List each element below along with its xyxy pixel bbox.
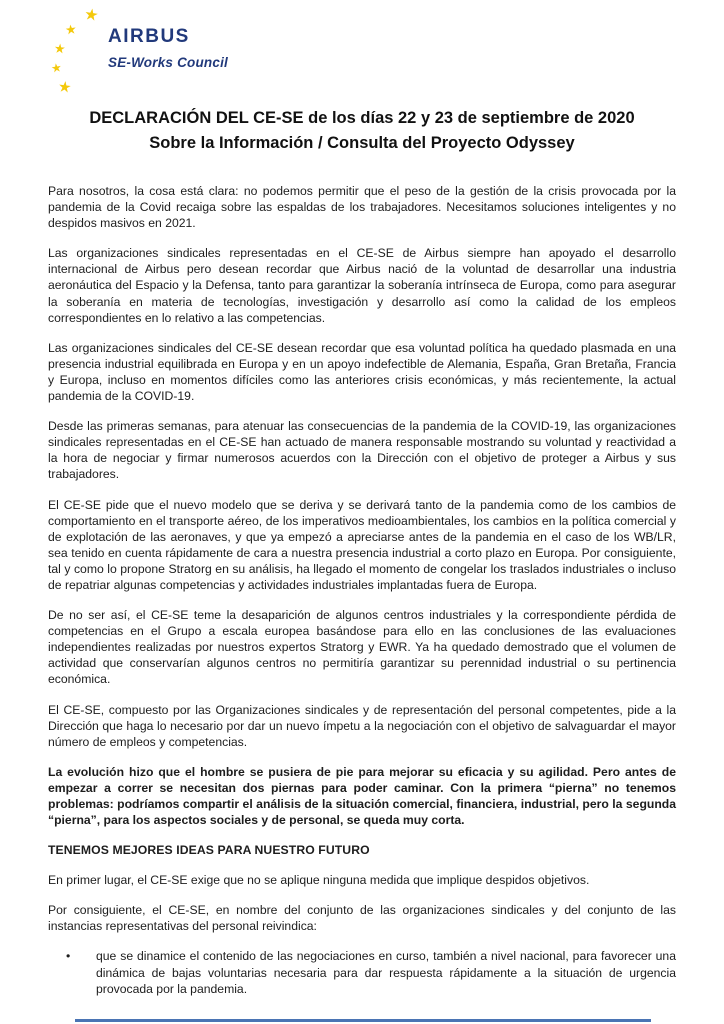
star-icon: ★ [49, 60, 63, 76]
paragraph: Las organizaciones sindicales del CE-SE desean recordar que esa voluntad política ha quedado plasmada en una presencia industrial equilibrada en Europa y en un apoyo indefectible de Alemania, España, Gran Bretaña, Francia y Europa, incluso en momentos difíciles como las anteriores crisis económicas, y más recientemente, la actual pandemia de la COVID-19. [48, 340, 676, 404]
paragraph: Por consiguiente, el CE-SE, en nombre del conjunto de las organizaciones sindicales y del conjunto de las instancias representativas del personal reivindica: [48, 903, 676, 934]
star-icon: ★ [82, 5, 100, 26]
document-body [48, 183, 676, 997]
footer-rule [75, 1019, 651, 1022]
page-title [48, 106, 676, 156]
emphasis-paragraph: La evolución hizo que el hombre se pusiera de pie para mejorar su eficacia y su agilidad. Pero antes de empezar a correr se necesitan dos piernas para poder caminar. Con la primera “pierna” no tenemos problemas: podríamos compartir el análisis de la situación comercial, financiera, industrial, pero la segunda “pierna”, para los aspectos sociales y de personal, se queda muy corta. [48, 764, 676, 828]
title-line-2: Sobre la Información / Consulta del Proyecto Odyssey [149, 134, 575, 152]
paragraph: El CE-SE pide que el nuevo modelo que se deriva y se derivará tanto de la pandemia como de los cambios de comportamiento en el transporte aéreo, de los imperativos medioambientales, los cambios en la política comercial y de explotación de las aeronaves, y que ya empezó a apreciarse antes de la pandemia en el caso de los WB/LR, sea tenido en cuenta rápidamente de cara a nuestra presencia industrial a corto plazo en Europa. Por consiguiente, tal y como lo propone Stratorg en su análisis, ha llegado el momento de congelar los traslados industriales o incluso de repatriar algunas competencias y actividades industriales implantadas fuera de Europa. [48, 497, 676, 592]
logo-text [108, 26, 228, 70]
bullet-icon: • [66, 949, 71, 964]
paragraph: De no ser así, el CE-SE teme la desaparición de algunos centros industriales y la correspondiente pérdida de competencias en el Grupo a escala europea basándose para ello en las conclusiones de las evaluaciones independientes realizadas por nuestros expertos Stratorg y EWR. Ya ha quedado demostrado que el volumen de actividad que conservarían algunos centros no permitiría garantizar su perennidad industrial o su pertinencia económica. [48, 608, 676, 687]
list-item [48, 948, 676, 996]
paragraph: Las organizaciones sindicales representadas en el CE-SE de Airbus siempre han apoyado el desarrollo internacional de Airbus pero desean recordar que Airbus nació de la voluntad de desarrollar una industria aeronáutica del Espacio y la Defensa, tanto para garantizar la soberanía intrínseca de Europa, como para asegurar la soberanía en materia de tecnologías, investigación y desarrollo así como la calidad de los empleos correspondientes en lo relativo a las competencias. [48, 246, 676, 325]
star-icon: ★ [57, 78, 73, 97]
brand-name: AIRBUS [108, 26, 190, 47]
star-icon: ★ [53, 40, 67, 57]
brand-subtitle: SE-Works Council [108, 55, 228, 70]
paragraph: Desde las primeras semanas, para atenuar las consecuencias de la pandemia de la COVID-19, las organizaciones sindicales representadas en el CE-SE han actuado de manera responsable mostrando su voluntad y reactividad a la hora de negociar y firmar numerosos acuerdos con la Dirección con el objetivo de proteger a Airbus y sus trabajadores. [48, 419, 676, 482]
title-line-1: DECLARACIÓN DEL CE-SE de los días 22 y 23 de septiembre de 2020 [89, 109, 635, 127]
paragraph: Para nosotros, la cosa está clara: no podemos permitir que el peso de la gestión de la crisis provocada por la pandemia de la Covid recaiga sobre las espaldas de los trabajadores. Necesitamos soluciones inteligentes y no despidos masivos en 2021. [48, 184, 676, 231]
paragraph: El CE-SE, compuesto por las Organizaciones sindicales y de representación del personal competentes, pide a la Dirección que haga lo necesario por dar un nuevo ímpetu a la negociación con el objetivo de salvaguardar el mayor número de empleos y competencias. [48, 702, 676, 749]
paragraph: En primer lugar, el CE-SE exige que no se aplique ninguna medida que implique despidos objetivos. [48, 873, 590, 888]
logo [48, 5, 676, 98]
star-icon: ★ [64, 21, 78, 38]
list-item-text: que se dinamice el contenido de las negociaciones en curso, también a nivel nacional, para favorecer una dinámica de bajas voluntarias necesaria para dar respuesta rápidamente a la situación de urgencia provocada por la pandemia. [96, 949, 676, 996]
eu-stars-icon [48, 5, 106, 98]
section-heading: TENEMOS MEJORES IDEAS PARA NUESTRO FUTURO [48, 843, 370, 858]
